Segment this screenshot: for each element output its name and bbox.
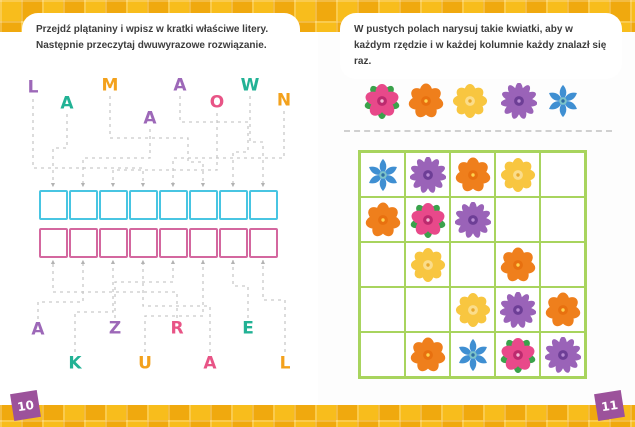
flower-yellow	[410, 247, 446, 283]
grid-cell-purple	[495, 287, 540, 332]
arrow-up-icon: ▲	[169, 259, 177, 266]
tangle-letter-o: O	[209, 92, 225, 113]
page-number: 11	[600, 397, 619, 414]
grid-cell-pink	[495, 332, 540, 377]
answer-box[interactable]	[159, 190, 188, 220]
grid-cell-purple	[405, 152, 450, 197]
tangle-letter-a: A	[203, 353, 217, 374]
tangle-letter-m: M	[101, 75, 119, 96]
sample-flower-orange	[408, 83, 444, 119]
grid-cell-orange	[450, 152, 495, 197]
arrow-up-icon: ▲	[259, 259, 267, 266]
arrow-down-icon: ▼	[199, 182, 207, 189]
flower-yellow	[455, 292, 491, 328]
flower-orange	[500, 247, 536, 283]
grid-cell-empty[interactable]	[360, 287, 405, 332]
arrow-down-icon: ▼	[109, 182, 117, 189]
answer-box[interactable]	[249, 228, 278, 258]
sample-flower-yellow	[452, 83, 488, 119]
flower-pink	[500, 337, 536, 373]
flower-pink	[364, 83, 400, 119]
tangle-letter-l: L	[279, 353, 291, 374]
tangle-letter-e: E	[242, 318, 254, 339]
tangle-letter-k: K	[68, 353, 82, 374]
tangle-letter-z: Z	[108, 318, 122, 339]
dashed-separator	[344, 130, 612, 132]
sample-flower-purple	[501, 83, 537, 119]
grid-cell-empty[interactable]	[540, 197, 585, 242]
page-number-badge-right	[594, 390, 625, 421]
grid-cell-empty[interactable]	[495, 197, 540, 242]
grid-cell-yellow	[450, 287, 495, 332]
sample-flower-blue	[545, 83, 581, 119]
arrow-down-icon: ▼	[259, 182, 267, 189]
answer-box[interactable]	[39, 190, 68, 220]
grid-cell-pink	[405, 197, 450, 242]
page-number-badge-left	[10, 390, 41, 421]
answer-box[interactable]	[99, 228, 128, 258]
flower-purple	[410, 157, 446, 193]
arrow-up-icon: ▲	[139, 259, 147, 266]
grid-cell-purple	[450, 197, 495, 242]
grid-cell-empty[interactable]	[540, 152, 585, 197]
grid-cell-empty[interactable]	[360, 332, 405, 377]
tangle-letter-r: R	[170, 318, 184, 339]
answer-box[interactable]	[159, 228, 188, 258]
answer-box[interactable]	[69, 228, 98, 258]
tangle-letter-a: A	[31, 319, 45, 340]
answer-box[interactable]	[189, 190, 218, 220]
tangle-letter-a: A	[173, 75, 187, 96]
flower-blue	[365, 157, 401, 193]
answer-box[interactable]	[129, 228, 158, 258]
arrow-down-icon: ▼	[79, 182, 87, 189]
flower-purple	[455, 202, 491, 238]
grid-cell-orange	[495, 242, 540, 287]
flower-purple	[545, 337, 581, 373]
page-number: 10	[16, 397, 35, 414]
flower-orange	[408, 83, 444, 119]
answer-box[interactable]	[129, 190, 158, 220]
flower-orange	[410, 337, 446, 373]
arrow-down-icon: ▼	[139, 182, 147, 189]
answer-box[interactable]	[219, 190, 248, 220]
sample-flower-pink	[364, 83, 400, 119]
arrow-up-icon: ▲	[199, 259, 207, 266]
flower-orange	[455, 157, 491, 193]
left-instruction: Przejdź plątaniny i wpisz w kratki właściwe litery. Następnie przeczytaj dwuwyrazowe rozwiązanie.	[22, 13, 300, 63]
grid-cell-orange	[360, 197, 405, 242]
flower-sudoku-grid	[358, 150, 587, 379]
answer-box[interactable]	[189, 228, 218, 258]
grid-cell-empty[interactable]	[450, 242, 495, 287]
arrow-up-icon: ▲	[109, 259, 117, 266]
grid-cell-yellow	[405, 242, 450, 287]
grid-cell-orange	[540, 287, 585, 332]
grid-cell-purple	[540, 332, 585, 377]
flower-purple	[501, 83, 537, 119]
tangle-letter-a: A	[60, 93, 74, 114]
flower-yellow	[500, 157, 536, 193]
answer-box[interactable]	[39, 228, 68, 258]
grid-cell-empty[interactable]	[540, 242, 585, 287]
flower-blue	[455, 337, 491, 373]
arrow-down-icon: ▼	[169, 182, 177, 189]
answer-box[interactable]	[219, 228, 248, 258]
arrow-down-icon: ▼	[229, 182, 237, 189]
tangle-letter-u: U	[138, 353, 152, 374]
flower-purple	[500, 292, 536, 328]
arrow-up-icon: ▲	[229, 259, 237, 266]
flower-pink	[410, 202, 446, 238]
flower-blue	[545, 83, 581, 119]
answer-box[interactable]	[69, 190, 98, 220]
grid-cell-yellow	[495, 152, 540, 197]
tangle-letter-w: W	[240, 75, 260, 96]
tangle-letter-n: N	[276, 90, 292, 111]
grid-cell-empty[interactable]	[405, 287, 450, 332]
flower-yellow	[452, 83, 488, 119]
tangle-letter-l: L	[27, 77, 39, 98]
arrow-up-icon: ▲	[49, 259, 57, 266]
answer-box[interactable]	[99, 190, 128, 220]
arrow-down-icon: ▼	[49, 182, 57, 189]
answer-box[interactable]	[249, 190, 278, 220]
grid-cell-orange	[405, 332, 450, 377]
right-instruction: W pustych polach narysuj takie kwiatki, aby w każdym rzędzie i w każdej kolumnie każdy znalazł się raz.	[340, 13, 622, 79]
grid-cell-blue	[450, 332, 495, 377]
grid-cell-blue	[360, 152, 405, 197]
grid-cell-empty[interactable]	[360, 242, 405, 287]
flower-orange	[545, 292, 581, 328]
tangle-letter-a: A	[143, 108, 157, 129]
arrow-up-icon: ▲	[79, 259, 87, 266]
flower-orange	[365, 202, 401, 238]
